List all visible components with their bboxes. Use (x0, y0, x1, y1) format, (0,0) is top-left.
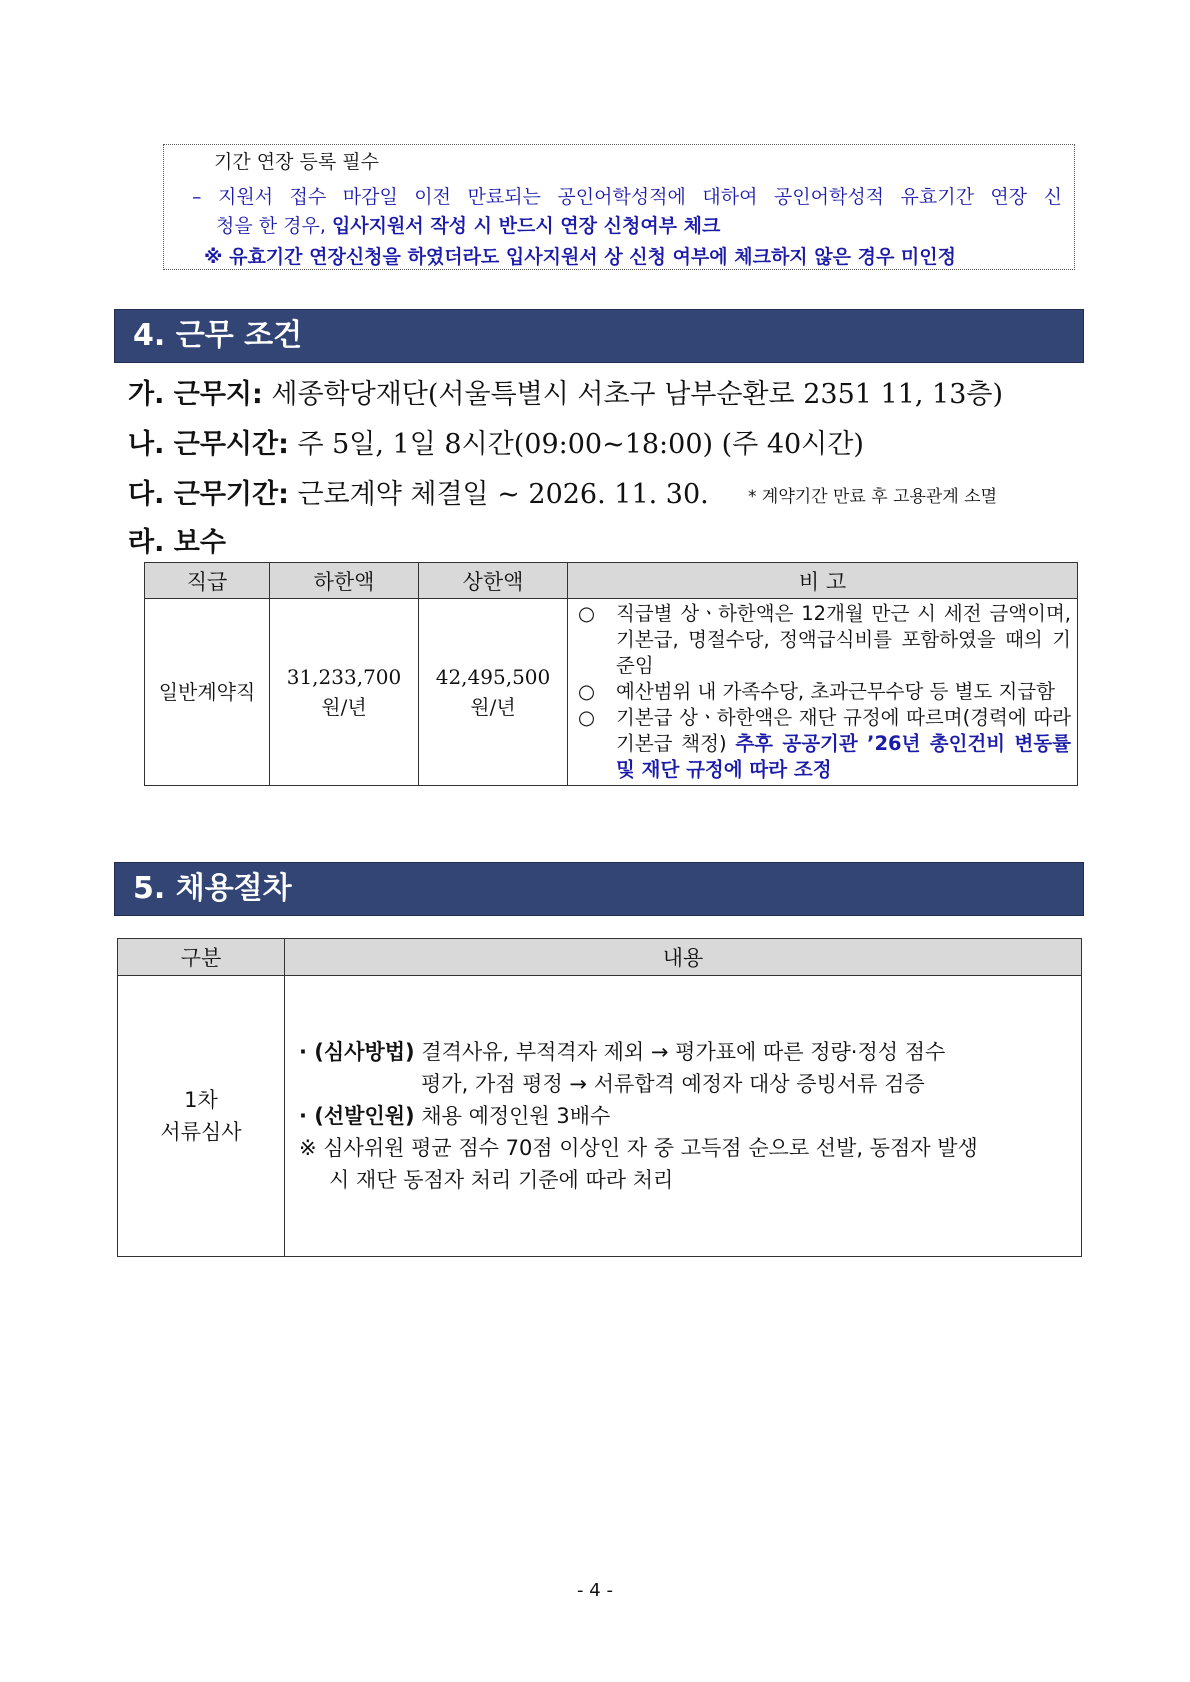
pay-header-min: 하한액 (270, 563, 419, 599)
item-hours (128, 422, 864, 461)
remark-text-plain: 기본급 상ㆍ하한액은 재단 규정에 따르며(경력에 따라 기본급 책정) (616, 706, 1071, 755)
remark-bullet: ○ (578, 680, 596, 703)
process-header-content: 내용 (285, 939, 1082, 976)
pay-table-row (145, 599, 1078, 786)
process-category (118, 976, 285, 1257)
remark-bullet: ○ (578, 602, 596, 625)
selection-label: · (선발인원) (299, 1104, 415, 1128)
remark-bullet: ○ (578, 706, 596, 729)
process-header-category: 구분 (118, 939, 285, 976)
notice-box (163, 144, 1075, 270)
notice-line-1: 기간 연장 등록 필수 (214, 151, 379, 173)
remark-text: 예산범위 내 가족수당, 초과근무수당 등 별도 지급함 (616, 680, 1055, 703)
remark-item (578, 601, 1071, 679)
method-text-2: 평가, 가점 평정 → 서류합격 예정자 대상 증빙서류 검증 (421, 1072, 925, 1096)
section-4-title: 4. 근무 조건 (114, 309, 1084, 363)
pay-header-max: 상한액 (419, 563, 568, 599)
notice-line-3-plain: 청을 한 경우, (216, 215, 332, 237)
item-hours-head: 나. 근무시간: (128, 429, 289, 460)
selection-row (299, 1100, 1067, 1132)
item-workplace (128, 372, 1003, 411)
method-label: · (심사방법) (299, 1040, 415, 1064)
process-table-header-row (118, 939, 1082, 976)
item-hours-text: 주 5일, 1일 8시간(09:00~18:00) (주 40시간) (288, 429, 864, 460)
section-5-title: 5. 채용절차 (114, 862, 1084, 916)
process-category-line-1: 1차 (184, 1088, 218, 1112)
remark-item (578, 679, 1071, 705)
notice-line-4: ※ 유효기간 연장신청을 하였더라도 입사지원서 상 신청 여부에 체크하지 않은 경우 미인정 (204, 246, 956, 268)
remark-highlight: 추후 공공기관 ’26년 총인건비 변동률 및 재단 규정에 따라 조정 (616, 732, 1071, 781)
process-table (117, 938, 1082, 1257)
pay-min-amount: 31,233,700 (286, 665, 402, 689)
selection-text: 채용 예정인원 3배수 (421, 1104, 611, 1128)
pay-header-remarks: 비 고 (568, 563, 1078, 599)
pay-header-grade: 직급 (145, 563, 270, 599)
pay-max-amount: 42,495,500 (435, 665, 551, 689)
process-table-row (118, 976, 1082, 1257)
pay-max (419, 599, 568, 786)
remark-item (578, 705, 1071, 783)
remark-text (616, 705, 1071, 783)
pay-min-unit: 원/년 (321, 695, 367, 719)
pay-table (144, 562, 1078, 786)
item-period-text: 근로계약 체결일 ~ 2026. 11. 30. (288, 479, 709, 510)
item-workplace-head: 가. 근무지: (128, 379, 263, 410)
notice-line-3 (216, 211, 720, 238)
item-pay (128, 520, 226, 559)
item-period (128, 472, 998, 511)
page-number: - 4 - (577, 1580, 613, 1601)
remark-text: 직급별 상ㆍ하한액은 12개월 만근 시 세전 금액이며, 기본급, 명절수당, 정액급식비를 포함하였을 때의 기준임 (616, 602, 1071, 677)
item-period-head: 다. 근무기간: (128, 479, 289, 510)
pay-grade: 일반계약직 (145, 599, 270, 786)
notice-line-2: – 지원서 접수 마감일 이전 만료되는 공인어학성적에 대하여 공인어학성적 유효기간 연장 신 (192, 186, 1062, 208)
pay-min (270, 599, 419, 786)
item-period-note: * 계약기간 만료 후 고용관계 소멸 (748, 487, 998, 507)
note-line-1: ※ 심사위원 평균 점수 70점 이상인 자 중 고득점 순으로 선발, 동점자 발생 (299, 1136, 978, 1160)
method-text-1: 결격사유, 부적격자 제외 → 평가표에 따른 정량·정성 점수 (421, 1040, 946, 1064)
pay-max-unit: 원/년 (470, 695, 516, 719)
item-pay-head: 라. 보수 (128, 527, 226, 558)
pay-remarks (568, 599, 1078, 786)
pay-table-header-row (145, 563, 1078, 599)
note-line-2: 시 재단 동점자 처리 기준에 따라 처리 (329, 1168, 674, 1192)
notice-line-3-bold: 입사지원서 작성 시 반드시 연장 신청여부 체크 (331, 215, 721, 237)
process-category-line-2: 서류심사 (160, 1120, 242, 1144)
item-workplace-text: 세종학당재단(서울특별시 서초구 남부순환로 2351 11, 13층) (262, 379, 1004, 410)
process-content (285, 976, 1082, 1257)
method-row (299, 1036, 1067, 1068)
